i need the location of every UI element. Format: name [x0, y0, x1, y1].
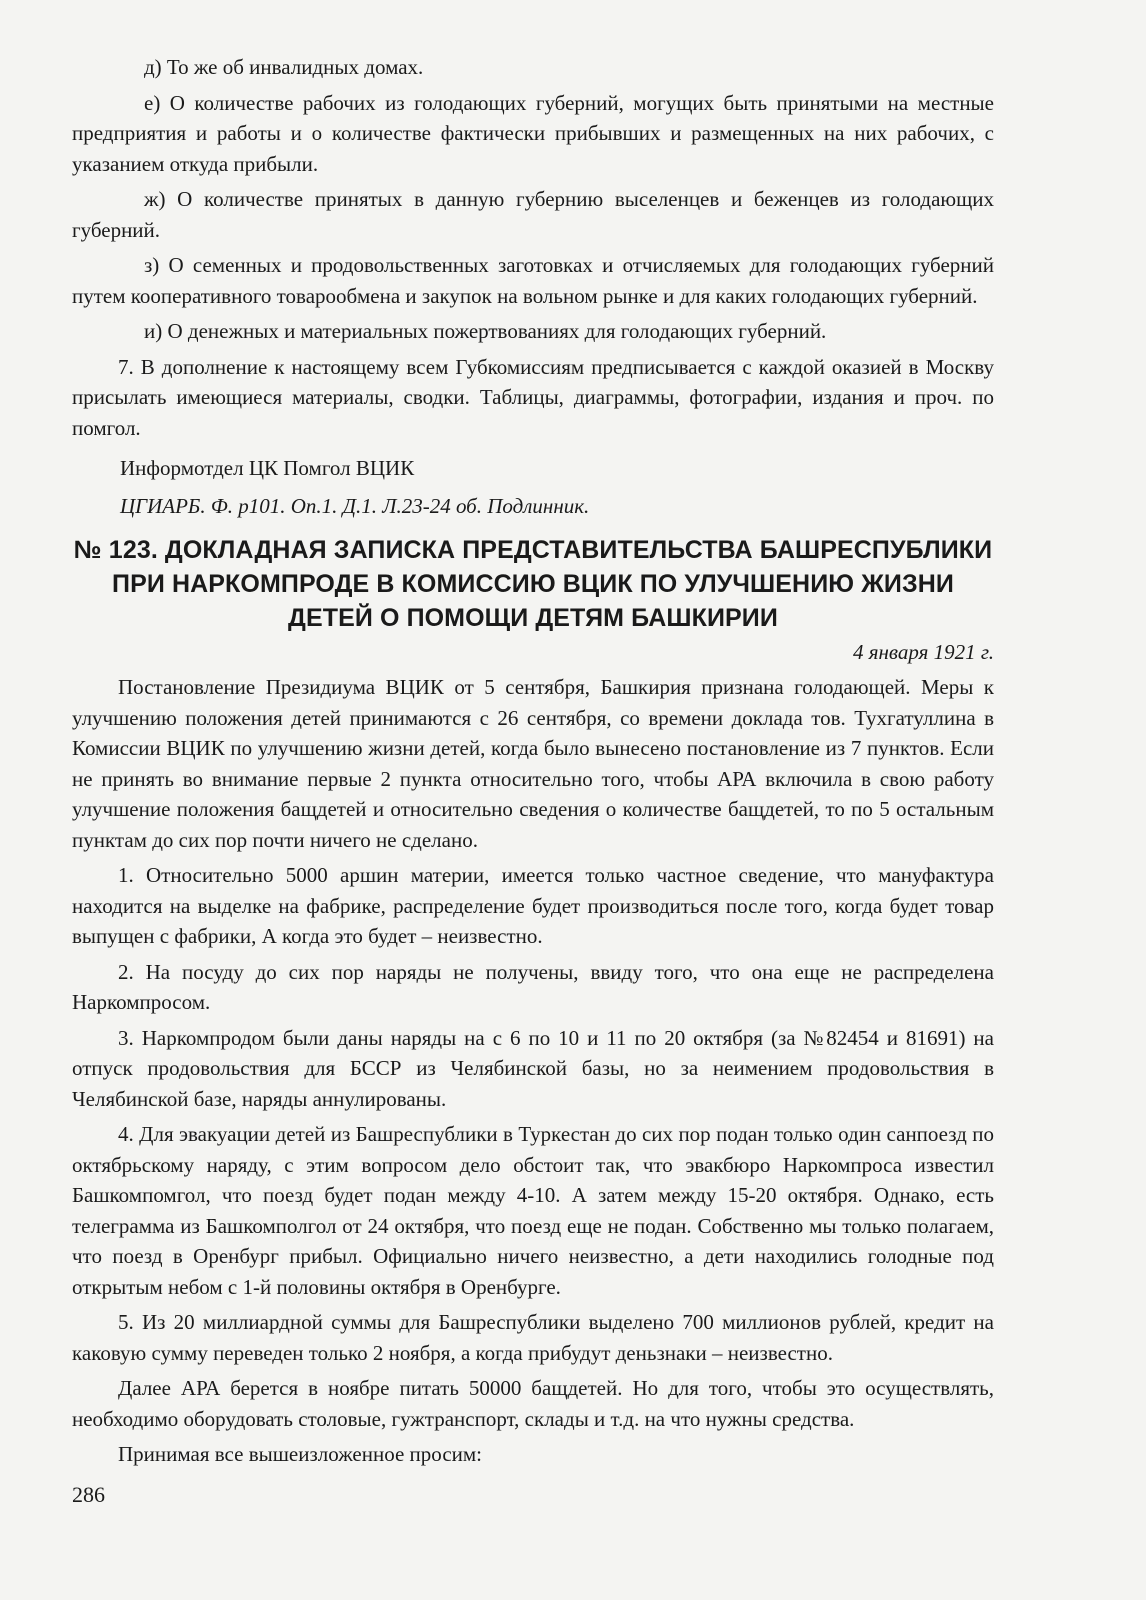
- body-paragraph: 4. Для эвакуации детей из Башреспублики в Туркестан до сих пор подан только один санпоезд по октябрьскому наряду, с этим вопросом дело обстоит так, что эвакбюро Наркомпроса известил Башкомпомгол, что поезд будет подан между 4-10. А затем между 15-20 октября. Однако, есть телеграмма из Башкомполгол от 24 октября, что поезд еще не подан. Собственно мы только полагаем, что поезд в Оренбург прибыл. Официально ничего неизвестно, а дети находились голодные под открытым небом с 1-й половины октября в Оренбурге.: [72, 1122, 994, 1299]
- body-paragraph: 1. Относительно 5000 аршин материи, имеется только частное сведение, что мануфактура находится на выделке на фабрике, распределение будет производиться после того, когда будет товар выпущен с фабрики, А когда это будет – неизвестно.: [72, 863, 994, 948]
- body-paragraph: 3. Наркомпродом были даны наряды на с 6 по 10 и 11 по 20 октября (за №82454 и 81691) на отпуск продовольствия для БССР из Челябинской базы, но за неимением продовольствия в Челябинской базе, наряды аннулированы.: [72, 1025, 994, 1111]
- body-paragraph: Постановление Президиума ВЦИК от 5 сентября, Башкирия признана голодающей. Меры к улучшению положения детей принимаются с 26 сентября, со времени доклада тов. Тухгатуллина в Комиссии ВЦИК по улучшению жизни детей, когда было вынесено постановление из 7 пунктов. Если не принять во внимание первые 2 пункта относительно того, чтобы АРА включила в свою работу улучшение положения бащдетей и относительно сведения о количестве бащдетей, то по 5 остальным пунктам до сих пор почти ничего не сделано.: [72, 675, 994, 852]
- body-paragraph: 2. На посуду до сих пор наряды не получены, ввиду того, что она еще не распределена Наркомпросом.: [72, 959, 994, 1014]
- list-item-zh: ж) О количестве принятых в данную губернию выселенцев и беженцев из голодающих губерний.: [72, 187, 994, 242]
- body-paragraph: 5. Из 20 миллиардной суммы для Башреспублики выделено 700 миллионов рублей, кредит на каковую сумму переведен только 2 ноября, а когда прибудут деньзнаки – неизвестно.: [72, 1310, 994, 1365]
- list-item-i: и) О денежных и материальных пожертвованиях для голодающих губерний.: [144, 319, 827, 343]
- document-heading: № 123. ДОКЛАДНАЯ ЗАПИСКА ПРЕДСТАВИТЕЛЬСТВА БАШРЕСПУБЛИКИ ПРИ НАРКОМПРОДЕ В КОМИССИЮ ВЦИК ПО УЛУЧШЕНИЮ ЖИЗНИ ДЕТЕЙ О ПОМОЩИ ДЕТЯМ БАШКИРИИ: [73, 536, 993, 632]
- paragraph-7: 7. В дополнение к настоящему всем Губкомиссиям предписывается с каждой оказией в Москву присылать имеющиеся материалы, сводки. Таблицы, диаграммы, фотографии, издания и проч. по помгол.: [72, 354, 994, 440]
- body-paragraph: Далее АРА берется в ноябре питать 50000 бащдетей. Но для того, чтобы это осуществлять, необходимо оборудовать столовые, гужтранспорт, склады и т.д. на что нужны средства.: [72, 1376, 994, 1431]
- page-content: [72, 52, 994, 1470]
- signature: Информотдел ЦК Помгол ВЦИК: [120, 456, 415, 480]
- list-item-e: е) О количестве рабочих из голодающих губерний, могущих быть принятыми на местные предприятия и работы и о количестве фактически прибывших и размещенных на них рабочих, с указанием откуда прибыли.: [72, 90, 994, 176]
- page-number: 286: [72, 1482, 105, 1507]
- list-item-d: д) То же об инвалидных домах.: [144, 55, 424, 79]
- list-item-z: з) О семенных и продовольственных заготовках и отчисляемых для голодающих губерний путем кооперативного товарообмена и закупок на вольном рынке и для каких голодающих губерний.: [72, 253, 994, 308]
- document-date: 4 января 1921 г.: [852, 640, 994, 664]
- archival-source: ЦГИАРБ. Ф. р101. Оп.1. Д.1. Л.23-24 об. Подлинник.: [120, 494, 590, 518]
- body-paragraph: Принимая все вышеизложенное просим:: [118, 1442, 483, 1466]
